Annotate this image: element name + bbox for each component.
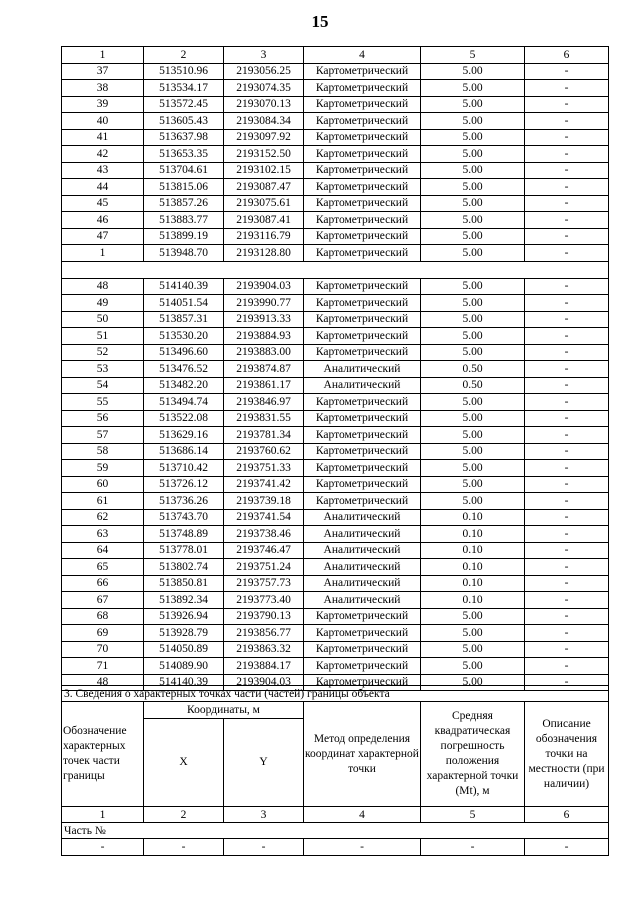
table-cell: 513710.42 bbox=[144, 460, 224, 477]
table-cell: 5.00 bbox=[421, 427, 525, 444]
table-cell: Аналитический bbox=[304, 559, 421, 576]
table-cell: 66 bbox=[62, 575, 144, 592]
table-cell: 513476.52 bbox=[144, 361, 224, 378]
table-cell: 2193074.35 bbox=[224, 80, 304, 97]
section-title: 3. Сведения о характерных точках части (частей) границы объекта bbox=[62, 686, 609, 702]
table-cell: 513534.17 bbox=[144, 80, 224, 97]
header-error: Средняя квадратическая погрешность положения характерной точки (Mt), м bbox=[421, 702, 525, 807]
table-row bbox=[62, 410, 609, 427]
table-cell: 69 bbox=[62, 625, 144, 642]
table-row bbox=[62, 361, 609, 378]
table-cell: - bbox=[525, 295, 609, 312]
table-cell: 2193087.47 bbox=[224, 179, 304, 196]
table-cell: 37 bbox=[62, 63, 144, 80]
column-number: 4 bbox=[304, 47, 421, 64]
table-cell: - bbox=[525, 526, 609, 543]
table-cell: Картометрический bbox=[304, 228, 421, 245]
table-cell: 513778.01 bbox=[144, 542, 224, 559]
table-cell: - bbox=[525, 575, 609, 592]
table-cell: 513530.20 bbox=[144, 328, 224, 345]
table-cell: 5.00 bbox=[421, 195, 525, 212]
table-row bbox=[62, 509, 609, 526]
table-cell: Аналитический bbox=[304, 361, 421, 378]
column-number: 3 bbox=[224, 807, 304, 823]
table-cell: 0.10 bbox=[421, 592, 525, 609]
table-cell: 44 bbox=[62, 179, 144, 196]
table-cell: 513736.26 bbox=[144, 493, 224, 510]
table-cell: - bbox=[525, 625, 609, 642]
table-row bbox=[62, 526, 609, 543]
table-cell: Картометрический bbox=[304, 245, 421, 262]
table-cell: 0.10 bbox=[421, 575, 525, 592]
table-cell: - bbox=[525, 195, 609, 212]
table-cell: 47 bbox=[62, 228, 144, 245]
table-cell: 2193075.61 bbox=[224, 195, 304, 212]
table-cell: Аналитический bbox=[304, 592, 421, 609]
table-cell: 2193739.18 bbox=[224, 493, 304, 510]
table-cell: 40 bbox=[62, 113, 144, 130]
table-cell: 2193741.54 bbox=[224, 509, 304, 526]
table-cell: Картометрический bbox=[304, 295, 421, 312]
table-cell: Картометрический bbox=[304, 328, 421, 345]
table-cell: - bbox=[525, 476, 609, 493]
table-cell: 2193856.77 bbox=[224, 625, 304, 642]
table-cell: 43 bbox=[62, 162, 144, 179]
table-cell: 513726.12 bbox=[144, 476, 224, 493]
table-row bbox=[62, 328, 609, 345]
table-cell: Картометрический bbox=[304, 476, 421, 493]
column-number: 3 bbox=[224, 47, 304, 64]
table-cell: 5.00 bbox=[421, 493, 525, 510]
table-cell: 48 bbox=[62, 674, 144, 691]
table-cell: Картометрический bbox=[304, 658, 421, 675]
table-cell: 2193861.17 bbox=[224, 377, 304, 394]
table-cell: Аналитический bbox=[304, 509, 421, 526]
table-row bbox=[62, 542, 609, 559]
table-cell bbox=[224, 261, 304, 278]
table-cell: - bbox=[525, 608, 609, 625]
table-cell: 5.00 bbox=[421, 212, 525, 229]
table-cell: 5.00 bbox=[421, 162, 525, 179]
column-number-row bbox=[62, 807, 609, 823]
part-label: Часть № bbox=[62, 823, 609, 839]
table-cell: Картометрический bbox=[304, 113, 421, 130]
table-cell: 2193904.03 bbox=[224, 674, 304, 691]
table-cell: 50 bbox=[62, 311, 144, 328]
table-cell: 513482.20 bbox=[144, 377, 224, 394]
header-x: X bbox=[144, 719, 224, 807]
table-cell: 71 bbox=[62, 658, 144, 675]
table-cell: 52 bbox=[62, 344, 144, 361]
table-cell: Картометрический bbox=[304, 96, 421, 113]
table-cell: Картометрический bbox=[304, 344, 421, 361]
table-cell: 513494.74 bbox=[144, 394, 224, 411]
table-cell: 2193116.79 bbox=[224, 228, 304, 245]
table-cell: Аналитический bbox=[304, 377, 421, 394]
table-row bbox=[62, 344, 609, 361]
table-cell: 513572.45 bbox=[144, 96, 224, 113]
table-cell: - bbox=[421, 839, 525, 856]
column-number: 1 bbox=[62, 807, 144, 823]
table-cell: 2193884.17 bbox=[224, 658, 304, 675]
table-cell: Картометрический bbox=[304, 146, 421, 163]
table-row bbox=[62, 80, 609, 97]
header-y: Y bbox=[224, 719, 304, 807]
table-cell: - bbox=[525, 96, 609, 113]
table-row bbox=[62, 212, 609, 229]
table-row bbox=[62, 245, 609, 262]
table-cell: Картометрический bbox=[304, 641, 421, 658]
table-cell: Картометрический bbox=[304, 443, 421, 460]
table-cell: - bbox=[525, 394, 609, 411]
table-cell: - bbox=[525, 443, 609, 460]
table-cell: - bbox=[525, 674, 609, 691]
table-cell: 61 bbox=[62, 493, 144, 510]
table-cell: 5.00 bbox=[421, 625, 525, 642]
table-row bbox=[62, 377, 609, 394]
table-cell: 56 bbox=[62, 410, 144, 427]
table-cell: 53 bbox=[62, 361, 144, 378]
table-cell: 5.00 bbox=[421, 394, 525, 411]
table-cell: - bbox=[525, 559, 609, 576]
table-cell: - bbox=[62, 839, 144, 856]
header-designation: Обозначение характерных точек части границы bbox=[62, 702, 144, 807]
table-cell: - bbox=[525, 839, 609, 856]
table-cell: Картометрический bbox=[304, 162, 421, 179]
table-cell: - bbox=[525, 113, 609, 130]
table-cell: 2193884.93 bbox=[224, 328, 304, 345]
page-number: 15 bbox=[311, 12, 329, 31]
column-number: 6 bbox=[525, 807, 609, 823]
table-cell: - bbox=[525, 361, 609, 378]
table-cell: 514140.39 bbox=[144, 674, 224, 691]
table-cell: - bbox=[525, 245, 609, 262]
table-cell bbox=[304, 261, 421, 278]
table-cell: - bbox=[525, 162, 609, 179]
table-cell: 2193913.33 bbox=[224, 311, 304, 328]
table-cell: 5.00 bbox=[421, 674, 525, 691]
table-cell: 2193831.55 bbox=[224, 410, 304, 427]
table-cell: - bbox=[525, 129, 609, 146]
table-cell: 5.00 bbox=[421, 278, 525, 295]
table-cell: 5.00 bbox=[421, 129, 525, 146]
table-cell: 514050.89 bbox=[144, 641, 224, 658]
table-cell: 62 bbox=[62, 509, 144, 526]
table-cell: - bbox=[525, 63, 609, 80]
table-row bbox=[62, 195, 609, 212]
column-number: 2 bbox=[144, 47, 224, 64]
table-cell: 5.00 bbox=[421, 80, 525, 97]
table-row bbox=[62, 228, 609, 245]
table-cell: 42 bbox=[62, 146, 144, 163]
table-cell: 5.00 bbox=[421, 63, 525, 80]
table-cell: 2193070.13 bbox=[224, 96, 304, 113]
table-cell: 5.00 bbox=[421, 311, 525, 328]
header-coordinates: Координаты, м bbox=[144, 702, 304, 719]
table-row bbox=[62, 311, 609, 328]
table-cell: 513510.96 bbox=[144, 63, 224, 80]
table-cell: 5.00 bbox=[421, 658, 525, 675]
table-cell: Картометрический bbox=[304, 278, 421, 295]
table-cell: 2193757.73 bbox=[224, 575, 304, 592]
table-cell: Картометрический bbox=[304, 608, 421, 625]
table-cell: 513748.89 bbox=[144, 526, 224, 543]
table-cell: 60 bbox=[62, 476, 144, 493]
table-cell: 67 bbox=[62, 592, 144, 609]
table-cell: - bbox=[525, 509, 609, 526]
table-cell: 2193152.50 bbox=[224, 146, 304, 163]
table-cell: 5.00 bbox=[421, 179, 525, 196]
table-cell: - bbox=[144, 839, 224, 856]
column-number: 5 bbox=[421, 47, 525, 64]
table-row bbox=[62, 493, 609, 510]
column-number: 4 bbox=[304, 807, 421, 823]
table-cell: 0.50 bbox=[421, 377, 525, 394]
table-cell: 5.00 bbox=[421, 608, 525, 625]
header-description: Описание обозначения точки на местности (при наличии) bbox=[525, 702, 609, 807]
table-row bbox=[62, 146, 609, 163]
table-cell: 58 bbox=[62, 443, 144, 460]
table-cell: 39 bbox=[62, 96, 144, 113]
table-cell: - bbox=[525, 641, 609, 658]
table-cell: 65 bbox=[62, 559, 144, 576]
column-number: 6 bbox=[525, 47, 609, 64]
table-cell: 5.00 bbox=[421, 113, 525, 130]
table-row bbox=[62, 625, 609, 642]
table-cell: 41 bbox=[62, 129, 144, 146]
table-cell: Картометрический bbox=[304, 674, 421, 691]
table-cell: 513704.61 bbox=[144, 162, 224, 179]
table-cell: 514140.39 bbox=[144, 278, 224, 295]
table-cell: - bbox=[525, 377, 609, 394]
table-cell: 63 bbox=[62, 526, 144, 543]
table-cell: 513948.70 bbox=[144, 245, 224, 262]
table-cell: 513686.14 bbox=[144, 443, 224, 460]
table-cell: - bbox=[525, 212, 609, 229]
table-cell: 513605.43 bbox=[144, 113, 224, 130]
table-cell: - bbox=[525, 179, 609, 196]
table-row bbox=[62, 278, 609, 295]
column-number: 5 bbox=[421, 807, 525, 823]
coordinates-table bbox=[61, 46, 609, 691]
table-cell: 2193883.00 bbox=[224, 344, 304, 361]
table-cell: 513850.81 bbox=[144, 575, 224, 592]
contour-separator-row bbox=[62, 261, 609, 278]
table-row bbox=[62, 641, 609, 658]
table-row bbox=[62, 427, 609, 444]
table-row bbox=[62, 443, 609, 460]
table-cell: 513857.26 bbox=[144, 195, 224, 212]
table-cell: 2193128.80 bbox=[224, 245, 304, 262]
table-cell: 5.00 bbox=[421, 460, 525, 477]
table-cell: Картометрический bbox=[304, 63, 421, 80]
table-cell: - bbox=[525, 328, 609, 345]
table-row bbox=[62, 575, 609, 592]
table-cell: 2193102.15 bbox=[224, 162, 304, 179]
table-cell: 0.10 bbox=[421, 526, 525, 543]
table-row bbox=[62, 394, 609, 411]
table-cell: - bbox=[525, 460, 609, 477]
table-row bbox=[62, 592, 609, 609]
table-row bbox=[62, 608, 609, 625]
table-cell: 0.10 bbox=[421, 542, 525, 559]
table-cell: - bbox=[525, 427, 609, 444]
table-cell: 2193751.24 bbox=[224, 559, 304, 576]
table-cell bbox=[62, 261, 144, 278]
table-cell: - bbox=[525, 228, 609, 245]
table-cell: Картометрический bbox=[304, 410, 421, 427]
table-cell: Картометрический bbox=[304, 129, 421, 146]
table-row bbox=[62, 559, 609, 576]
table-cell: 513857.31 bbox=[144, 311, 224, 328]
table-cell: Аналитический bbox=[304, 575, 421, 592]
table-row bbox=[62, 63, 609, 80]
table-cell: 51 bbox=[62, 328, 144, 345]
table-cell: 5.00 bbox=[421, 245, 525, 262]
table-cell: - bbox=[525, 658, 609, 675]
table-cell: 2193773.40 bbox=[224, 592, 304, 609]
table-cell: 2193746.47 bbox=[224, 542, 304, 559]
table-cell: 0.50 bbox=[421, 361, 525, 378]
table-cell: 55 bbox=[62, 394, 144, 411]
header-method: Метод определения координат характерной точки bbox=[304, 702, 421, 807]
table-cell: 68 bbox=[62, 608, 144, 625]
table-cell: 45 bbox=[62, 195, 144, 212]
table-cell: 514089.90 bbox=[144, 658, 224, 675]
table-cell: 5.00 bbox=[421, 410, 525, 427]
table-cell: 46 bbox=[62, 212, 144, 229]
table-cell: 2193904.03 bbox=[224, 278, 304, 295]
table-row bbox=[62, 658, 609, 675]
table-cell: Картометрический bbox=[304, 427, 421, 444]
table-cell: 5.00 bbox=[421, 443, 525, 460]
table-cell: 2193790.13 bbox=[224, 608, 304, 625]
table-row bbox=[62, 476, 609, 493]
table-cell: 5.00 bbox=[421, 295, 525, 312]
table-cell: Картометрический bbox=[304, 212, 421, 229]
table-cell: 513629.16 bbox=[144, 427, 224, 444]
table-cell: 514051.54 bbox=[144, 295, 224, 312]
table-cell: 513637.98 bbox=[144, 129, 224, 146]
table-cell: 2193097.92 bbox=[224, 129, 304, 146]
table-cell: 38 bbox=[62, 80, 144, 97]
table-cell: - bbox=[525, 311, 609, 328]
table-cell bbox=[421, 261, 525, 278]
table-row bbox=[62, 460, 609, 477]
table-cell: 5.00 bbox=[421, 476, 525, 493]
table-cell: 48 bbox=[62, 278, 144, 295]
table-cell: 49 bbox=[62, 295, 144, 312]
table-cell: 2193874.87 bbox=[224, 361, 304, 378]
table-cell: 5.00 bbox=[421, 228, 525, 245]
table-cell: 5.00 bbox=[421, 344, 525, 361]
table-cell: 0.10 bbox=[421, 509, 525, 526]
table-cell: 70 bbox=[62, 641, 144, 658]
table-cell: 2193781.34 bbox=[224, 427, 304, 444]
table-cell: - bbox=[525, 493, 609, 510]
table-cell: - bbox=[525, 410, 609, 427]
table-row bbox=[62, 96, 609, 113]
table-cell: 5.00 bbox=[421, 146, 525, 163]
table-row bbox=[62, 162, 609, 179]
table-cell: 513892.34 bbox=[144, 592, 224, 609]
table-cell: 2193863.32 bbox=[224, 641, 304, 658]
table-cell: 513899.19 bbox=[144, 228, 224, 245]
table-cell: 2193990.77 bbox=[224, 295, 304, 312]
table-cell: Картометрический bbox=[304, 394, 421, 411]
table-cell: 5.00 bbox=[421, 328, 525, 345]
table-cell: 2193738.46 bbox=[224, 526, 304, 543]
table-cell: 2193087.41 bbox=[224, 212, 304, 229]
table-cell: - bbox=[304, 839, 421, 856]
table-cell: 513496.60 bbox=[144, 344, 224, 361]
table-cell bbox=[525, 261, 609, 278]
table-cell: 513743.70 bbox=[144, 509, 224, 526]
table-row bbox=[62, 179, 609, 196]
table-row bbox=[62, 129, 609, 146]
column-number-row bbox=[62, 47, 609, 64]
table-cell: 1 bbox=[62, 245, 144, 262]
table-cell: 2193084.34 bbox=[224, 113, 304, 130]
table-cell: 2193056.25 bbox=[224, 63, 304, 80]
table-cell: 2193751.33 bbox=[224, 460, 304, 477]
part-points-table bbox=[61, 685, 609, 856]
table-cell: 57 bbox=[62, 427, 144, 444]
table-cell: - bbox=[525, 592, 609, 609]
table-cell bbox=[144, 261, 224, 278]
table-cell: 513802.74 bbox=[144, 559, 224, 576]
table-cell: Картометрический bbox=[304, 311, 421, 328]
column-number: 2 bbox=[144, 807, 224, 823]
table-row bbox=[62, 295, 609, 312]
table-cell: 513883.77 bbox=[144, 212, 224, 229]
table-cell: 513522.08 bbox=[144, 410, 224, 427]
table-cell: 5.00 bbox=[421, 96, 525, 113]
empty-data-row bbox=[62, 839, 609, 856]
table-cell: Аналитический bbox=[304, 526, 421, 543]
table-cell: 2193741.42 bbox=[224, 476, 304, 493]
table-cell: 513928.79 bbox=[144, 625, 224, 642]
table-cell: 0.10 bbox=[421, 559, 525, 576]
table-cell: 2193760.62 bbox=[224, 443, 304, 460]
table-cell: Картометрический bbox=[304, 179, 421, 196]
table-cell: 5.00 bbox=[421, 641, 525, 658]
table-cell: Картометрический bbox=[304, 625, 421, 642]
table-cell: Картометрический bbox=[304, 460, 421, 477]
table-row bbox=[62, 113, 609, 130]
table-cell: - bbox=[525, 80, 609, 97]
table-cell: - bbox=[525, 146, 609, 163]
table-cell: Картометрический bbox=[304, 80, 421, 97]
table-cell: - bbox=[525, 278, 609, 295]
table-cell: 59 bbox=[62, 460, 144, 477]
table-cell: 513926.94 bbox=[144, 608, 224, 625]
table-cell: 2193846.97 bbox=[224, 394, 304, 411]
table-cell: - bbox=[525, 344, 609, 361]
table-cell: - bbox=[224, 839, 304, 856]
column-number: 1 bbox=[62, 47, 144, 64]
table-cell: 54 bbox=[62, 377, 144, 394]
table-cell: 64 bbox=[62, 542, 144, 559]
table-cell: 513653.35 bbox=[144, 146, 224, 163]
table-cell: 513815.06 bbox=[144, 179, 224, 196]
table-cell: Картометрический bbox=[304, 195, 421, 212]
table-cell: Аналитический bbox=[304, 542, 421, 559]
table-cell: Картометрический bbox=[304, 493, 421, 510]
table-cell: - bbox=[525, 542, 609, 559]
